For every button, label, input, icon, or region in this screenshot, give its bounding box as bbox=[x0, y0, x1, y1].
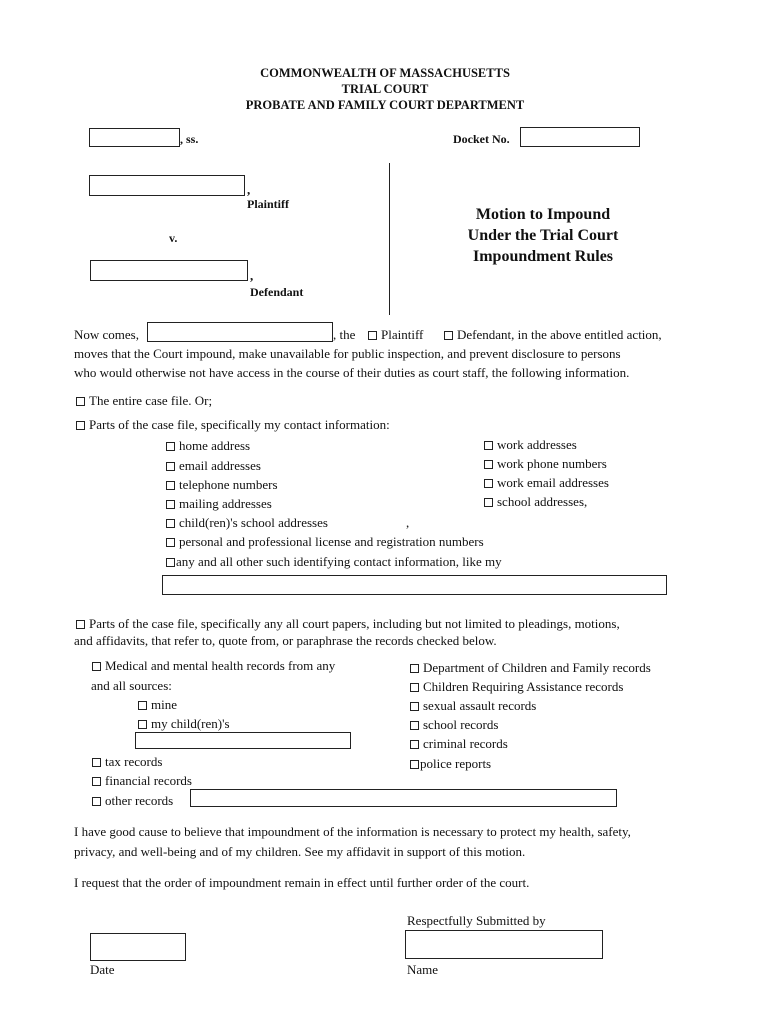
checkbox-label: Children Requiring Assistance records bbox=[423, 679, 624, 694]
checkbox[interactable] bbox=[166, 462, 175, 471]
children-checkbox[interactable] bbox=[138, 720, 147, 729]
checkbox[interactable] bbox=[166, 442, 175, 451]
checkbox[interactable] bbox=[410, 760, 419, 769]
contact-mailing-addresses[interactable] bbox=[166, 496, 272, 512]
record-other[interactable] bbox=[92, 793, 173, 809]
other-label: other records bbox=[105, 793, 174, 808]
checkbox-label: personal and professional license and registration numbers bbox=[179, 534, 484, 549]
motion-title-line2: Under the Trial Court bbox=[467, 227, 619, 244]
records-section-line2: and affidavits, that refer to, quote from, or paraphrase the records checked below. bbox=[74, 633, 497, 648]
checkbox-label: police reports bbox=[420, 756, 492, 771]
financial-label: financial records bbox=[105, 773, 192, 788]
contact-children-school[interactable] bbox=[166, 515, 328, 531]
checkbox-label: mailing addresses bbox=[179, 496, 272, 511]
record-tax[interactable] bbox=[92, 754, 162, 770]
county-field[interactable] bbox=[89, 128, 180, 147]
contact-license-numbers[interactable] bbox=[166, 534, 484, 550]
option-plaintiff[interactable] bbox=[368, 327, 423, 343]
docket-number-field[interactable] bbox=[520, 127, 640, 147]
contact-info-label: Parts of the case file, specifically my contact information: bbox=[89, 417, 390, 432]
contact-work-phone[interactable] bbox=[484, 456, 607, 472]
intro-line2: moves that the Court impound, make unavailable for public inspection, and prevent disclosure to persons bbox=[74, 346, 621, 361]
contact-home-address[interactable] bbox=[166, 438, 250, 454]
plaintiff-label: Plaintiff bbox=[247, 197, 289, 211]
checkbox[interactable] bbox=[166, 519, 175, 528]
checkbox-label: child(ren)'s school addresses bbox=[179, 515, 328, 530]
contact-work-email[interactable] bbox=[484, 475, 609, 491]
checkbox[interactable] bbox=[410, 664, 419, 673]
checkbox[interactable] bbox=[410, 702, 419, 711]
checkbox[interactable] bbox=[410, 683, 419, 692]
medical-checkbox[interactable] bbox=[92, 662, 101, 671]
checkbox-label: work addresses bbox=[497, 437, 577, 452]
option-contact-info[interactable] bbox=[76, 417, 390, 433]
checkbox[interactable] bbox=[166, 481, 175, 490]
other-contact-info-field[interactable] bbox=[162, 575, 667, 595]
checkbox-label: work email addresses bbox=[497, 475, 609, 490]
checkbox-label: criminal records bbox=[423, 736, 508, 751]
plaintiff-option-label: Plaintiff bbox=[381, 327, 424, 342]
checkbox[interactable] bbox=[484, 479, 493, 488]
defendant-checkbox[interactable] bbox=[444, 331, 453, 340]
medical-line2: and all sources: bbox=[91, 678, 172, 693]
checkbox-label: telephone numbers bbox=[179, 477, 278, 492]
record-police[interactable] bbox=[410, 756, 491, 772]
tax-label: tax records bbox=[105, 754, 163, 769]
date-label: Date bbox=[90, 962, 115, 977]
checkbox-label: email addresses bbox=[179, 458, 261, 473]
checkbox[interactable] bbox=[484, 498, 493, 507]
children-names-field[interactable] bbox=[135, 732, 351, 749]
good-cause-line2: privacy, and well-being and of my children. See my affidavit in support of this motion. bbox=[74, 844, 526, 859]
record-medical-mine[interactable] bbox=[138, 697, 177, 713]
now-comes-text: Now comes, bbox=[74, 327, 139, 342]
other-checkbox[interactable] bbox=[92, 797, 101, 806]
record-sexual-assault[interactable] bbox=[410, 698, 536, 714]
record-financial[interactable] bbox=[92, 773, 192, 789]
checkbox-label: Department of Children and Family records bbox=[423, 660, 651, 675]
docket-label: Docket No. bbox=[453, 132, 510, 146]
entire-file-label: The entire case file. Or; bbox=[89, 393, 213, 408]
motion-title-line1: Motion to Impound bbox=[475, 206, 611, 223]
record-medical-children[interactable] bbox=[138, 716, 230, 732]
record-cra[interactable] bbox=[410, 679, 623, 695]
contact-other-identifying[interactable] bbox=[166, 554, 502, 570]
other-records-field[interactable] bbox=[190, 789, 617, 807]
record-dcf[interactable] bbox=[410, 660, 651, 676]
contact-work-addresses[interactable] bbox=[484, 437, 577, 453]
checkbox[interactable] bbox=[484, 441, 493, 450]
motion-title-line3: Impoundment Rules bbox=[472, 248, 614, 265]
checkbox[interactable] bbox=[484, 460, 493, 469]
county-suffix: , ss. bbox=[180, 132, 199, 146]
court-name-line3: PROBATE AND FAMILY COURT DEPARTMENT bbox=[245, 98, 525, 112]
contact-telephone-numbers[interactable] bbox=[166, 477, 278, 493]
caption-divider bbox=[389, 163, 390, 315]
checkbox-label: any and all other such identifying contact information, like my bbox=[176, 554, 502, 569]
court-name-line2: TRIAL COURT bbox=[341, 82, 429, 96]
checkbox[interactable] bbox=[166, 500, 175, 509]
defendant-comma: , bbox=[250, 268, 254, 283]
checkbox-label: work phone numbers bbox=[497, 456, 607, 471]
request-text: I request that the order of impoundment remain in effect until further order of the court. bbox=[74, 875, 530, 890]
contact-email-addresses[interactable] bbox=[166, 458, 261, 474]
defendant-option-label: Defendant, in the above entitled action, bbox=[457, 327, 662, 342]
defendant-label: Defendant bbox=[250, 285, 304, 299]
the-text: , the bbox=[333, 327, 356, 342]
name-label: Name bbox=[407, 962, 439, 977]
checkbox-label: home address bbox=[179, 438, 251, 453]
option-defendant[interactable] bbox=[444, 327, 662, 343]
movant-name-field[interactable] bbox=[147, 322, 333, 342]
checkbox-label: school addresses, bbox=[497, 494, 588, 509]
plaintiff-name-field[interactable] bbox=[89, 175, 245, 196]
contact-comma: , bbox=[406, 515, 410, 530]
checkbox[interactable] bbox=[166, 538, 175, 547]
versus-label: v. bbox=[169, 231, 178, 245]
court-name-line1: COMMONWEALTH OF MASSACHUSETTS bbox=[260, 66, 510, 80]
record-school[interactable] bbox=[410, 717, 498, 733]
plaintiff-checkbox[interactable] bbox=[368, 331, 377, 340]
medical-label: Medical and mental health records from any bbox=[105, 658, 336, 673]
name-field[interactable] bbox=[405, 930, 603, 959]
option-entire-file[interactable] bbox=[76, 393, 212, 409]
defendant-name-field[interactable] bbox=[90, 260, 248, 281]
contact-info-checkbox[interactable] bbox=[76, 421, 85, 430]
financial-checkbox[interactable] bbox=[92, 777, 101, 786]
respectfully-submitted: Respectfully Submitted by bbox=[407, 913, 546, 928]
checkbox[interactable] bbox=[166, 558, 175, 567]
checkbox[interactable] bbox=[410, 721, 419, 730]
checkbox-label: sexual assault records bbox=[423, 698, 537, 713]
mine-label: mine bbox=[151, 697, 177, 712]
children-label: my child(ren)'s bbox=[151, 716, 230, 731]
record-criminal[interactable] bbox=[410, 736, 508, 752]
entire-file-checkbox[interactable] bbox=[76, 397, 85, 406]
checkbox[interactable] bbox=[410, 740, 419, 749]
court-papers-checkbox[interactable] bbox=[76, 620, 85, 629]
court-papers-label: Parts of the case file, specifically any all court papers, including but not limited to pleadings, motions, bbox=[89, 616, 620, 631]
option-court-papers[interactable] bbox=[76, 616, 620, 632]
checkbox-label: school records bbox=[423, 717, 499, 732]
good-cause-line1: I have good cause to believe that impoundment of the information is necessary to protect my health, safety, bbox=[74, 824, 631, 839]
mine-checkbox[interactable] bbox=[138, 701, 147, 710]
tax-checkbox[interactable] bbox=[92, 758, 101, 767]
intro-line3: who would otherwise not have access in the course of their duties as court staff, the following information. bbox=[74, 365, 630, 380]
date-field[interactable] bbox=[90, 933, 186, 961]
plaintiff-comma: , bbox=[247, 182, 251, 197]
contact-school-addresses[interactable] bbox=[484, 494, 587, 510]
record-medical[interactable] bbox=[92, 658, 335, 674]
